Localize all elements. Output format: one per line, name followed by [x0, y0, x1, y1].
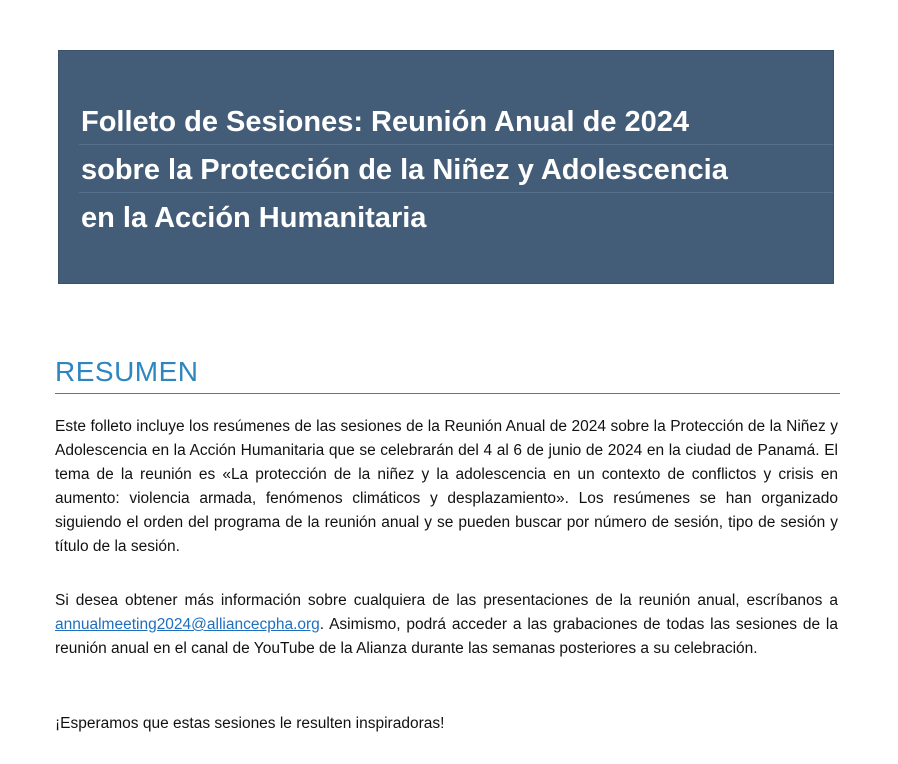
paragraph-2-text-after: . Asimismo, podrá acceder a las grabaciones de todas las sesiones de la reunión anual en el canal de YouTube de la Alianza durante las semanas posteriores a su celebración.	[55, 616, 838, 657]
title-divider	[79, 192, 833, 193]
closing-sentence: ¡Esperamos que estas sesiones le resulten inspiradoras!	[55, 715, 445, 732]
section-heading-resumen: RESUMEN	[55, 356, 199, 387]
paragraph-2-text-before: Si desea obtener más información sobre cualquiera de las presentaciones de la reunión anual, escríbanos a	[55, 592, 838, 609]
document-title-line-1: Folleto de Sesiones: Reunión Anual de 2024	[81, 106, 690, 138]
title-divider	[79, 144, 833, 145]
section-heading-underline	[55, 393, 840, 394]
title-banner	[58, 50, 834, 284]
contact-email-link[interactable]: annualmeeting2024@alliancecpha.org	[55, 616, 320, 633]
summary-paragraph-1: Este folleto incluye los resúmenes de las sesiones de la Reunión Anual de 2024 sobre la Protección de la Niñez y Adolescencia en la Acción Humanitaria que se celebrarán del 4 al 6 de junio de 2024 en la ciudad de Panamá. El tema de la reunión es «La protección de la niñez y la adolescencia en un contexto de conflictos y crisis en aumento: violencia armada, fenómenos climáticos y desplazamiento». Los resúmenes se han organizado siguiendo el orden del programa de la reunión anual y se pueden buscar por número de sesión, tipo de sesión y título de la sesión.	[55, 418, 838, 555]
document-title-line-2: sobre la Protección de la Niñez y Adolescencia	[81, 154, 728, 186]
document-title-line-3: en la Acción Humanitaria	[81, 202, 427, 234]
summary-paragraph-2	[55, 589, 838, 661]
